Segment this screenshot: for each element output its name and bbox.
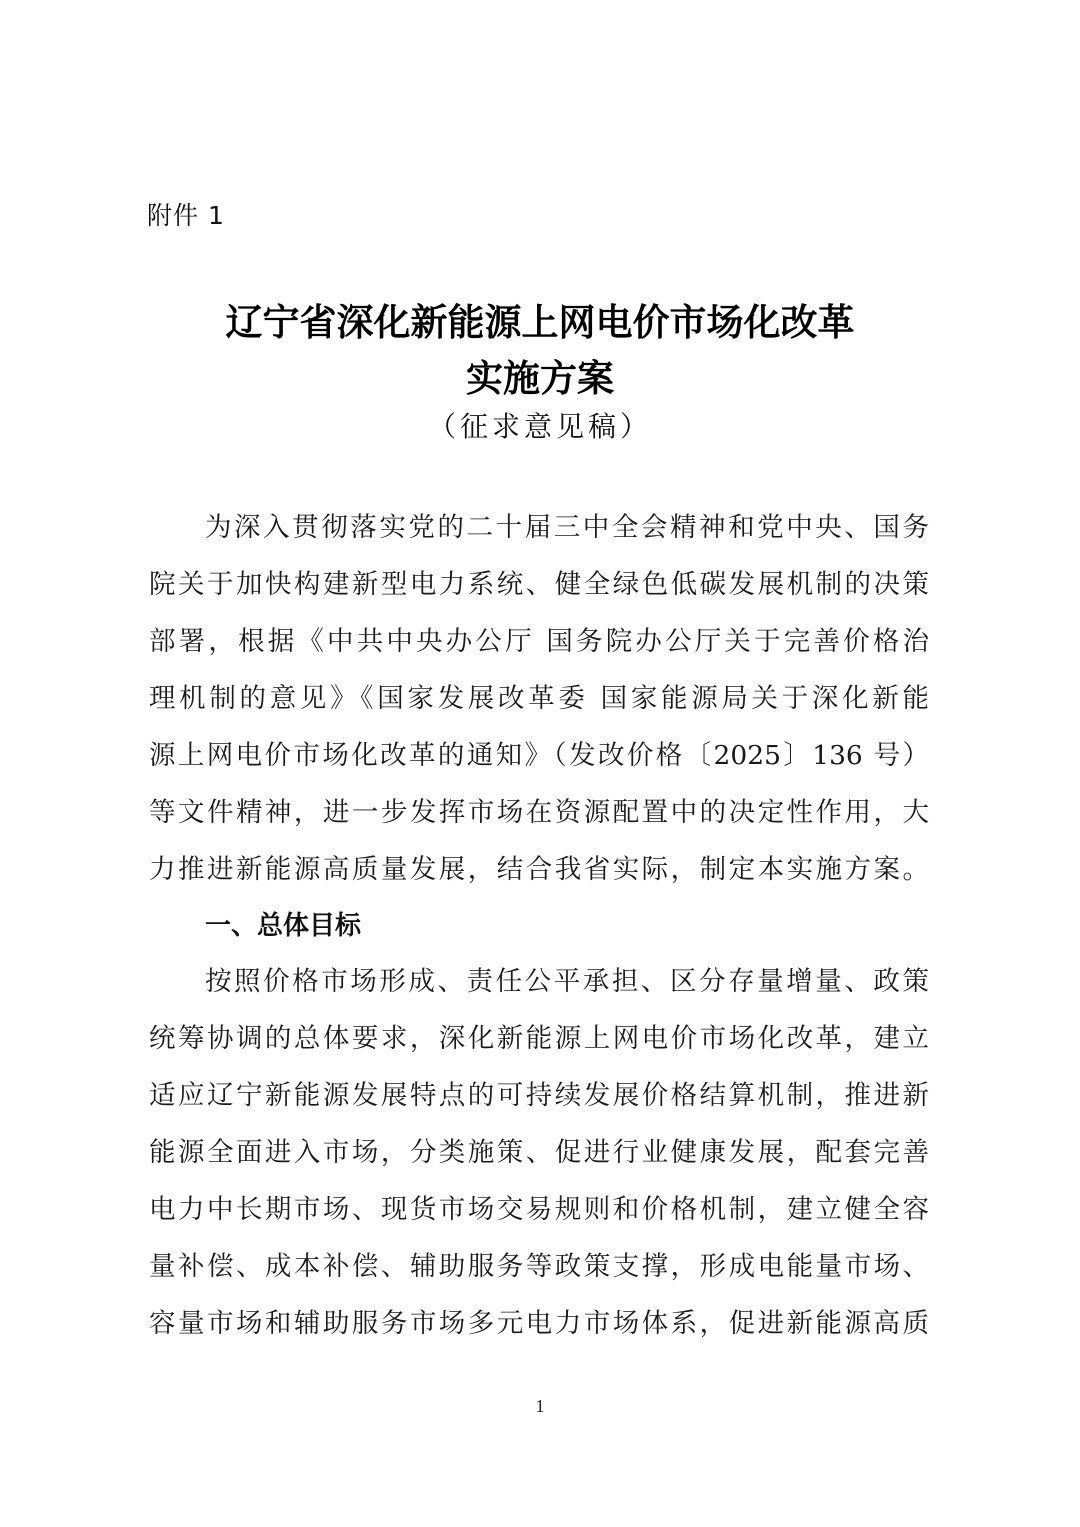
page-number: 1 — [535, 1396, 545, 1416]
paragraph-line: 量补偿、成本补偿、辅助服务等政策支撑，形成电能量市场、 — [149, 1251, 929, 1282]
paragraph-line: 容量市场和辅助服务市场多元电力市场体系，促进新能源高质 — [149, 1308, 929, 1339]
paragraph-line: 适应辽宁新能源发展特点的可持续发展价格结算机制，推进新 — [149, 1080, 929, 1111]
paragraph-line: 理机制的意见》《国家发展改革委 国家能源局关于深化新能 — [149, 683, 929, 714]
document-title-line-2: 实施方案 — [466, 356, 614, 400]
paragraph-line: 按照价格市场形成、责任公平承担、区分存量增量、政策 — [205, 966, 929, 997]
document-title-line-1: 辽宁省深化新能源上网电价市场化改革 — [225, 300, 855, 344]
paragraph-line: 部署，根据《中共中央办公厅 国务院办公厅关于完善价格治 — [149, 626, 929, 657]
paragraph-line: 统筹协调的总体要求，深化新能源上网电价市场化改革，建立 — [149, 1023, 929, 1054]
paragraph-line: 等文件精神，进一步发挥市场在资源配置中的决定性作用，大 — [149, 797, 929, 828]
draft-subtitle: （征求意见稿） — [427, 410, 652, 443]
paragraph-line: 源上网电价市场化改革的通知》（发改价格〔2025〕136 号） — [149, 740, 929, 771]
section-heading-overall-goals: 一、总体目标 — [205, 911, 362, 941]
paragraph-line: 电力中长期市场、现货市场交易规则和价格机制，建立健全容 — [149, 1194, 929, 1225]
paragraph-line: 为深入贯彻落实党的二十届三中全会精神和党中央、国务 — [205, 512, 929, 543]
paragraph-line: 力推进新能源高质量发展，结合我省实际，制定本实施方案。 — [149, 854, 929, 885]
paragraph-line: 院关于加快构建新型电力系统、健全绿色低碳发展机制的决策 — [149, 569, 929, 600]
attachment-label: 附件 1 — [147, 201, 225, 230]
paragraph-line: 能源全面进入市场，分类施策、促进行业健康发展，配套完善 — [149, 1137, 929, 1168]
